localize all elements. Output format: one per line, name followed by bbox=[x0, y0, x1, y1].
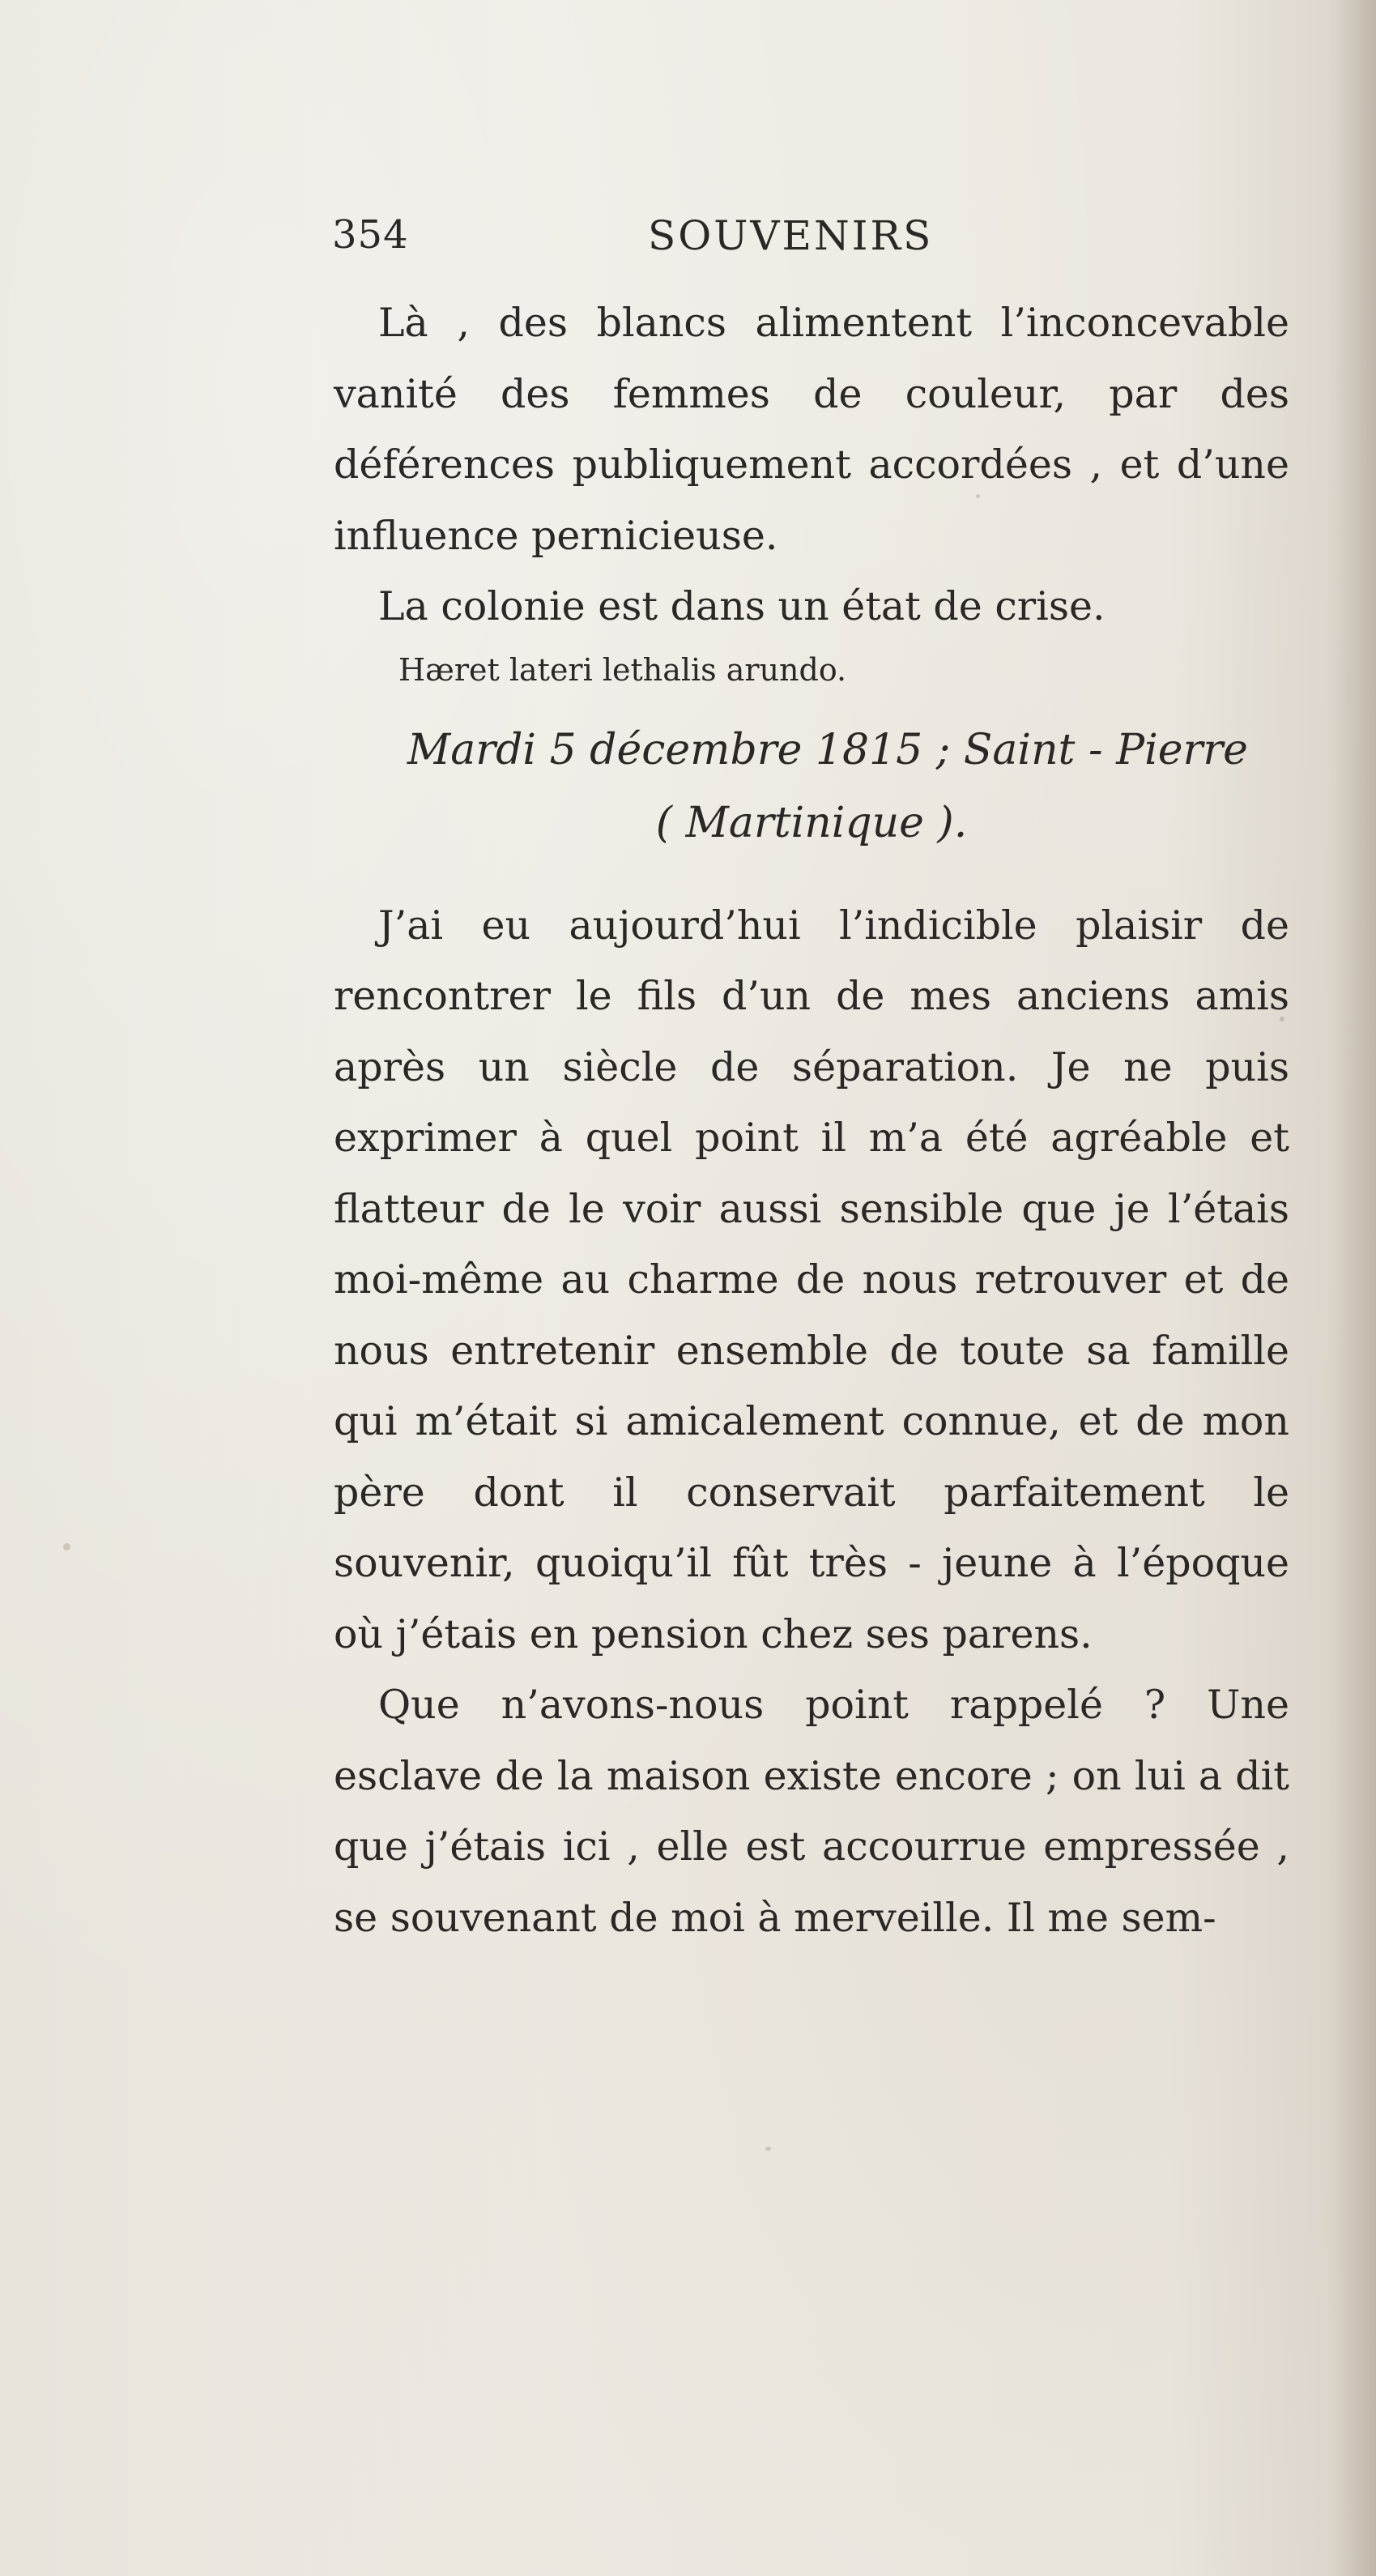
running-title: SOUVENIRS bbox=[648, 212, 934, 259]
page-edge-shadow bbox=[1327, 0, 1376, 2576]
paragraph: La colonie est dans un état de crise. bbox=[378, 583, 1105, 629]
latin-quote: Hæret lateri lethalis arundo. bbox=[398, 651, 847, 688]
dateline-location: ( Martinique ). bbox=[655, 798, 968, 847]
page-text bbox=[334, 288, 1289, 1953]
paper-spot bbox=[1280, 1017, 1284, 1021]
dateline: Mardi 5 décembre 1815 ; Saint - Pierre bbox=[407, 725, 1248, 774]
page-header bbox=[332, 212, 1304, 277]
paper-spot bbox=[976, 494, 980, 498]
paragraph: Là , des blancs alimentent l’inconcevable vanité des femmes de couleur, par des déférences publiquement accordées , et d’une influence pernicieuse. bbox=[334, 300, 1289, 559]
paragraph: Que n’avons-nous point rappelé ? Une esclave de la maison existe encore ; on lui a dit que j’étais ici , elle est accourrue empressée , se souvenant de moi à merveille. Il me sem- bbox=[334, 1682, 1289, 1941]
page-number: 354 bbox=[332, 212, 409, 258]
paper-spot bbox=[63, 1543, 70, 1550]
paper-spot bbox=[765, 2147, 771, 2151]
paragraph: J’ai eu aujourd’hui l’indicible plaisir de rencontrer le fils d’un de mes anciens amis après un siècle de séparation. Je ne puis exprimer à quel point il m’a été agréable et flatteur de le voir aussi sensible que je l’étais moi-même au charme de nous retrouver et de nous entretenir ensemble de toute sa famille qui m’était si amicalement connue, et de mon père dont il conservait parfaitement le souvenir, quoiqu’il fût très - jeune à l’époque où j’étais en pension chez ses parens. bbox=[334, 902, 1289, 1657]
